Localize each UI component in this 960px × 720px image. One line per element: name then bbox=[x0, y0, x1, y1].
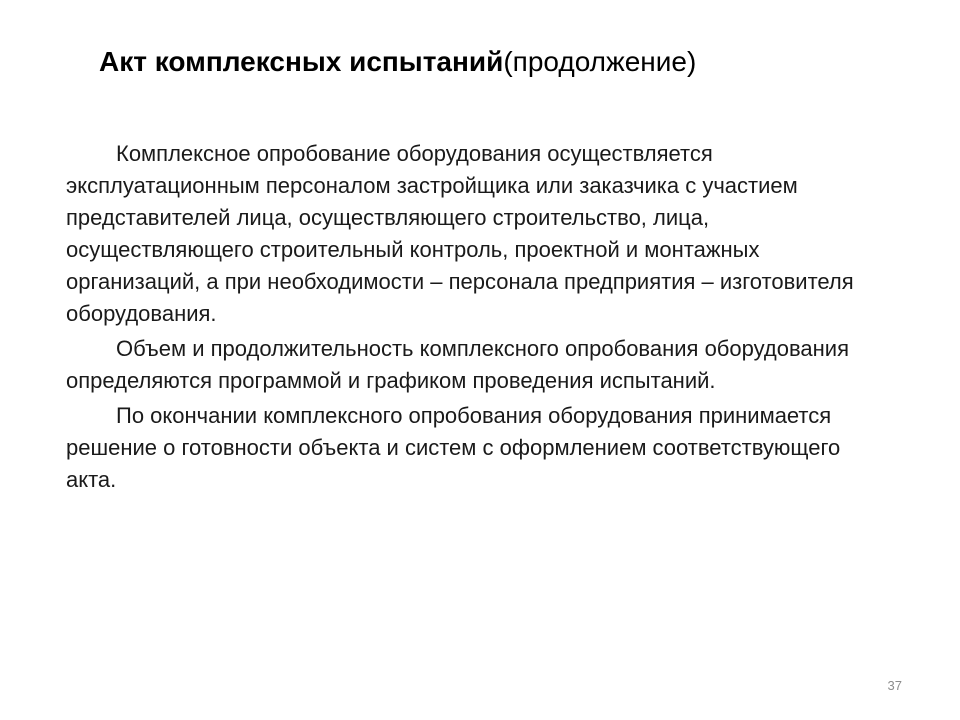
body-paragraph-3: По окончании комплексного опробования оборудования принимается решение о готовности объекта и систем с оформлением соответствующего акта. bbox=[66, 403, 841, 492]
slide-title-main: Акт комплексных испытаний bbox=[99, 46, 504, 77]
slide-body bbox=[66, 138, 896, 499]
page-number: 37 bbox=[887, 678, 902, 693]
slide-title bbox=[99, 40, 919, 84]
body-paragraph-1: Комплексное опробование оборудования осуществляется эксплуатационным персоналом застройщика или заказчика с участием представителей лица, осуществляющего строительство, лица, осуществляющего строительный контроль, проектной и монтажных организаций, а при необходимости – персонала предприятия – изготовителя оборудования. bbox=[66, 141, 854, 326]
body-paragraph-2: Объем и продолжительность комплексного опробования оборудования определяются программой и графиком проведения испытаний. bbox=[66, 336, 849, 393]
slide-title-subtitle: (продолжение) bbox=[503, 46, 697, 77]
